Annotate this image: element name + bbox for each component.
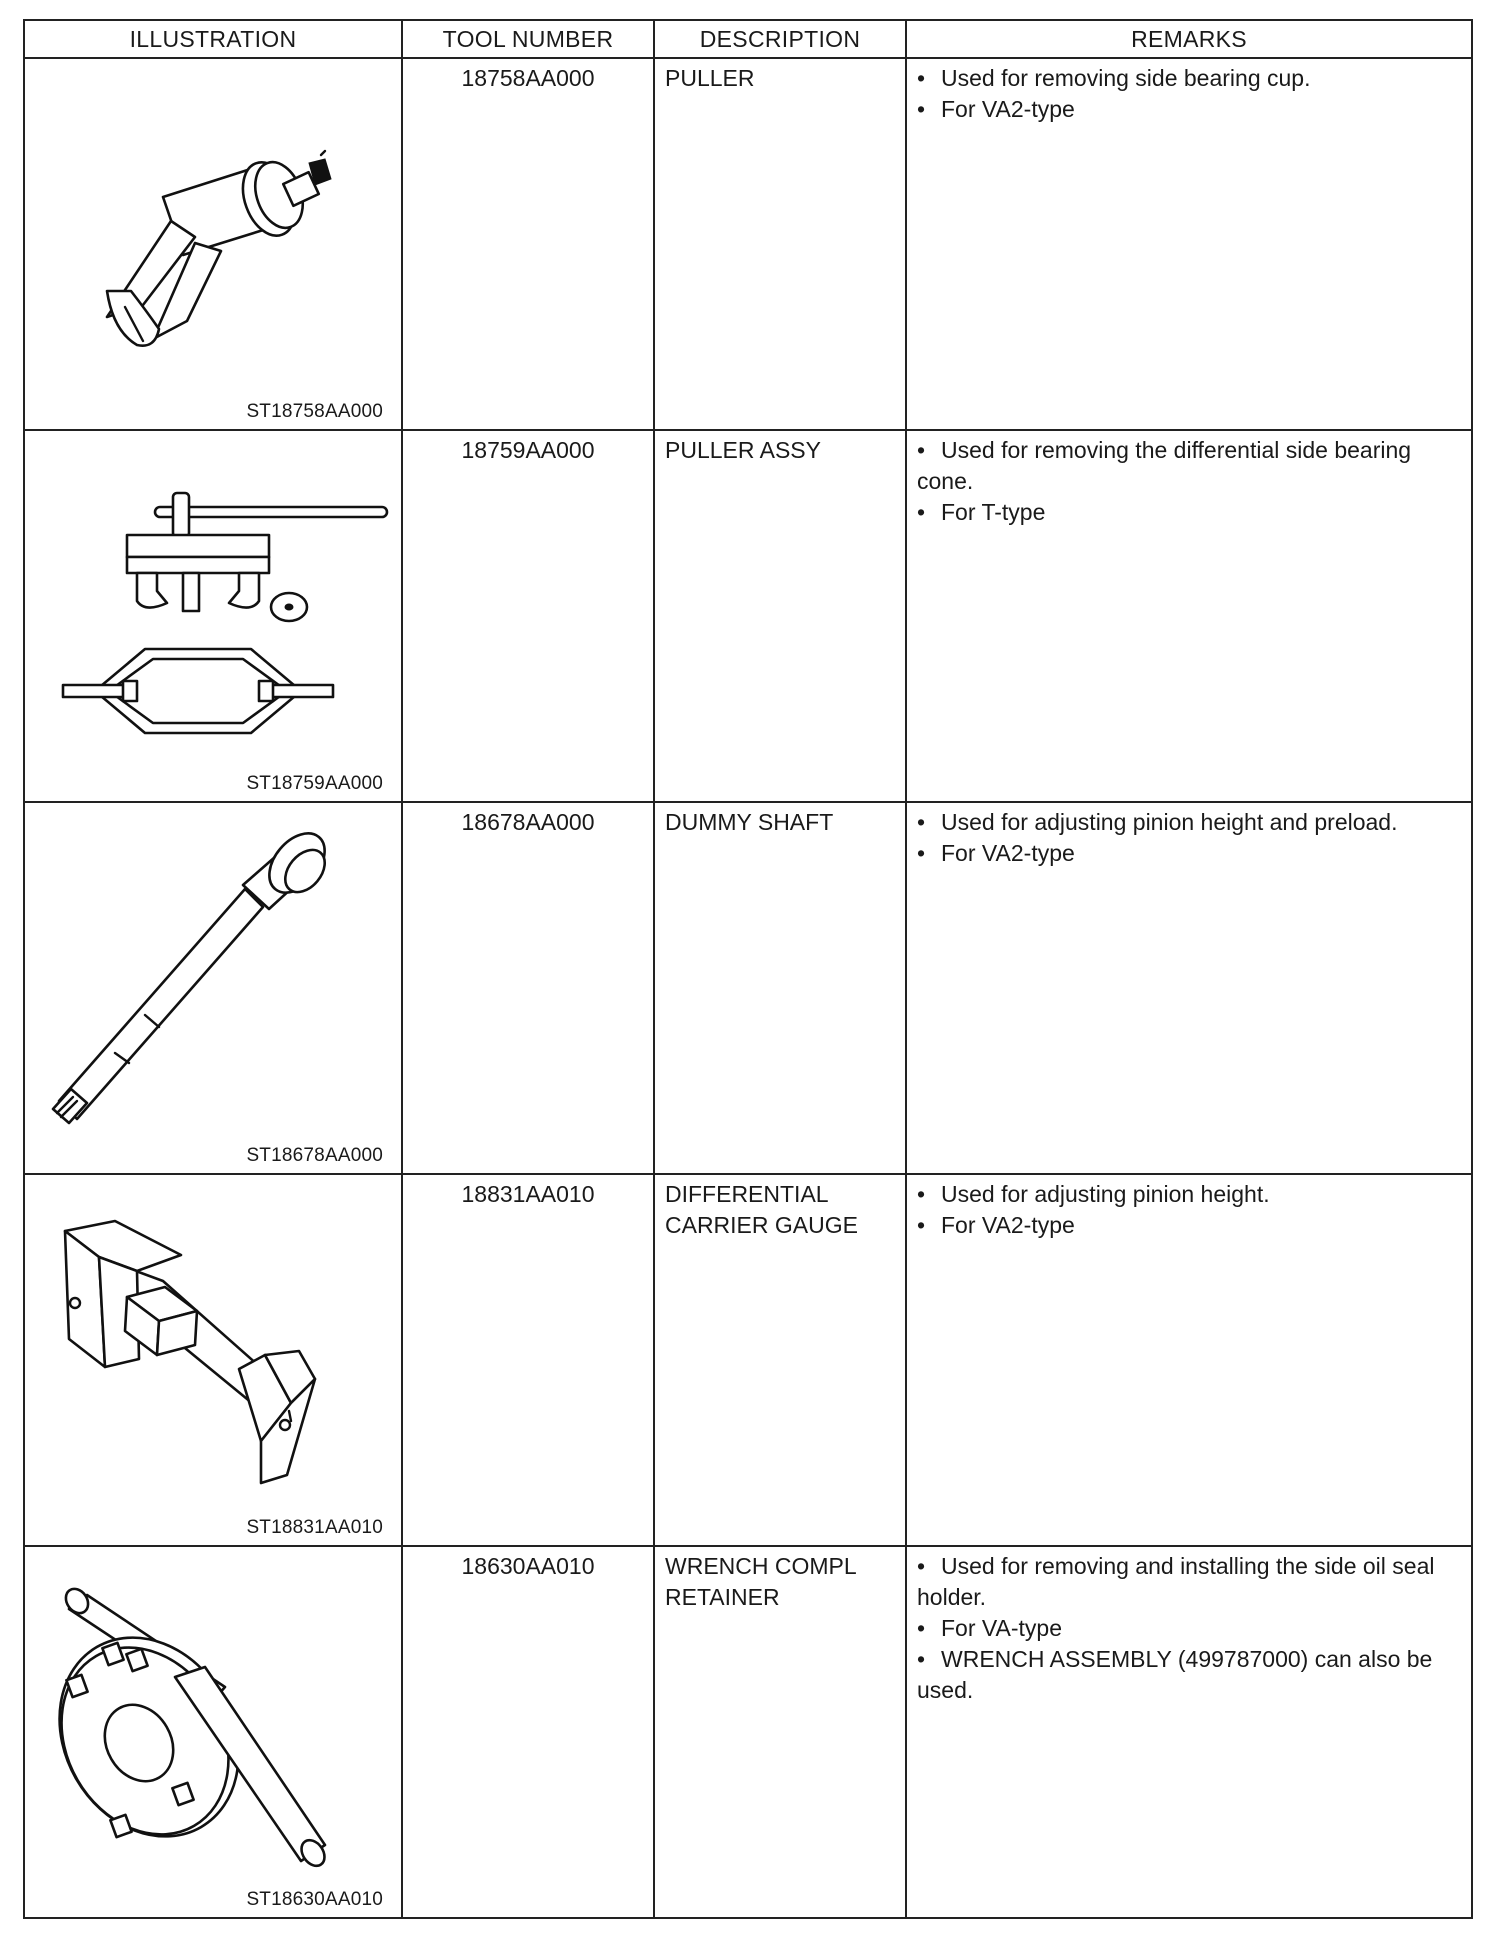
remark-text: For VA2-type (941, 96, 1075, 122)
tool-number: 18758AA000 (402, 58, 654, 430)
remarks (906, 1546, 1472, 1918)
illustration-label: ST18758AA000 (246, 401, 383, 422)
illustration-cell (24, 802, 402, 1174)
remark-item (917, 807, 1461, 838)
tool-number: 18678AA000 (402, 802, 654, 1174)
description: DIFFERENTIAL CARRIER GAUGE (654, 1174, 906, 1546)
illustration-label: ST18630AA010 (246, 1889, 383, 1910)
puller-assy-illustration (25, 431, 401, 797)
illustration-cell (24, 58, 402, 430)
special-tools-table (23, 19, 1473, 1919)
remark-item (917, 1644, 1461, 1706)
illustration-label: ST18831AA010 (246, 1517, 383, 1538)
remarks (906, 1174, 1472, 1546)
header-tool-number: TOOL NUMBER (402, 20, 654, 58)
remark-text: Used for removing and installing the side oil seal holder. (917, 1553, 1435, 1610)
bullet-icon: • (917, 809, 926, 835)
header-illustration: ILLUSTRATION (24, 20, 402, 58)
remarks (906, 802, 1472, 1174)
table-row (24, 802, 1472, 1174)
header-remarks: REMARKS (906, 20, 1472, 58)
remark-item (917, 1210, 1461, 1241)
wrench-retainer-illustration (25, 1547, 401, 1913)
description: PULLER (654, 58, 906, 430)
table-row (24, 58, 1472, 430)
illustration-cell (24, 1174, 402, 1546)
remark-text: For T-type (941, 499, 1046, 525)
description: PULLER ASSY (654, 430, 906, 802)
header-row (24, 20, 1472, 58)
remark-text: Used for removing the differential side bearing cone. (917, 437, 1412, 494)
remark-item (917, 497, 1461, 528)
remark-text: For VA2-type (941, 1212, 1075, 1238)
tool-number: 18831AA010 (402, 1174, 654, 1546)
remark-text: WRENCH ASSEMBLY (499787000) can also be used. (917, 1646, 1433, 1703)
remark-item (917, 435, 1461, 497)
bullet-icon: • (917, 1615, 926, 1641)
bullet-icon: • (917, 65, 926, 91)
remark-text: Used for removing side bearing cup. (941, 65, 1311, 91)
remark-item (917, 63, 1461, 94)
header-description: DESCRIPTION (654, 20, 906, 58)
bullet-icon: • (917, 96, 926, 122)
remark-text: Used for adjusting pinion height. (941, 1181, 1270, 1207)
remark-item (917, 838, 1461, 869)
illustration-label: ST18678AA000 (246, 1145, 383, 1166)
illustration-label: ST18759AA000 (246, 773, 383, 794)
remark-item (917, 1551, 1461, 1613)
remark-item (917, 1179, 1461, 1210)
bullet-icon: • (917, 1553, 926, 1579)
remark-item (917, 1613, 1461, 1644)
remarks (906, 58, 1472, 430)
bullet-icon: • (917, 437, 926, 463)
bullet-icon: • (917, 1212, 926, 1238)
description: DUMMY SHAFT (654, 802, 906, 1174)
remark-text: For VA-type (941, 1615, 1062, 1641)
bullet-icon: • (917, 1646, 926, 1672)
table-row (24, 1546, 1472, 1918)
tool-number: 18759AA000 (402, 430, 654, 802)
description: WRENCH COMPL RETAINER (654, 1546, 906, 1918)
illustration-cell (24, 430, 402, 802)
illustration-cell (24, 1546, 402, 1918)
table-row (24, 430, 1472, 802)
bullet-icon: • (917, 1181, 926, 1207)
puller-illustration (25, 59, 401, 425)
tool-number: 18630AA010 (402, 1546, 654, 1918)
remark-text: For VA2-type (941, 840, 1075, 866)
dummy-shaft-illustration (25, 803, 401, 1169)
remark-text: Used for adjusting pinion height and preload. (941, 809, 1398, 835)
carrier-gauge-illustration (25, 1175, 401, 1541)
bullet-icon: • (917, 499, 926, 525)
remark-item (917, 94, 1461, 125)
table-row (24, 1174, 1472, 1546)
bullet-icon: • (917, 840, 926, 866)
remarks (906, 430, 1472, 802)
